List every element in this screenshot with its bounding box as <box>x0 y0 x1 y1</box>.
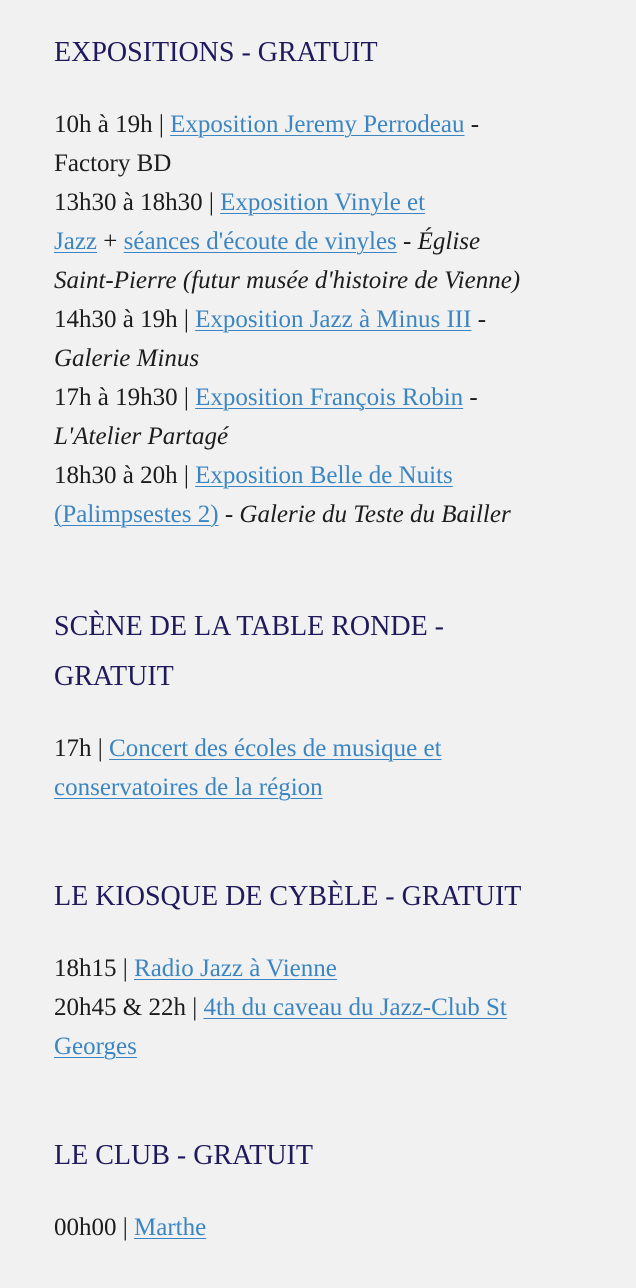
list-item <box>54 949 614 988</box>
event-link-radio-jazz[interactable]: Radio Jazz à Vienne <box>134 955 337 982</box>
event-link-belle-de-nuits-cont[interactable]: (Palimpsestes 2) <box>54 501 219 528</box>
event-link-jazz-minus[interactable]: Exposition Jazz à Minus III <box>195 306 472 333</box>
plus-sign: + <box>103 228 118 255</box>
separator-dash: - <box>469 384 478 411</box>
event-link-jazz-club-cont[interactable]: Georges <box>54 1033 137 1060</box>
event-link-concert-ecoles-cont[interactable]: conservatoires de la région <box>54 774 323 801</box>
section-kiosque-list <box>54 949 614 1066</box>
separator-dash: - <box>470 111 480 138</box>
list-item <box>54 1027 614 1066</box>
event-link-belle-de-nuits[interactable]: Exposition Belle de Nuits <box>195 462 453 489</box>
list-item <box>54 105 614 144</box>
event-link-marthe[interactable]: Marthe <box>134 1214 207 1241</box>
list-item <box>54 456 614 495</box>
list-item <box>54 768 614 807</box>
section-title-table-ronde: SCÈNE DE LA TABLE RONDE - <box>54 611 445 642</box>
separator-dash: - <box>403 228 412 255</box>
separator-dash: - <box>477 306 487 333</box>
list-item <box>54 300 614 339</box>
section-title-table-ronde-cont: GRATUIT <box>54 661 174 692</box>
event-link-jazz-club[interactable]: 4th du caveau du Jazz-Club St <box>203 994 507 1021</box>
list-item <box>54 339 614 378</box>
event-time: 17h | <box>54 735 103 762</box>
list-item <box>54 988 614 1027</box>
section-club-list <box>54 1208 614 1247</box>
section-expositions-list <box>54 105 614 534</box>
event-place: Église <box>417 228 481 255</box>
event-time: 00h00 | <box>54 1214 128 1241</box>
list-item <box>54 261 614 300</box>
event-time: 18h15 | <box>54 955 128 982</box>
section-title-club: LE CLUB - GRATUIT <box>54 1140 313 1171</box>
event-link-concert-ecoles[interactable]: Concert des écoles de musique et <box>109 735 442 762</box>
separator-dash: - <box>224 501 234 528</box>
event-time: 17h à 19h30 | <box>54 384 189 411</box>
list-item <box>54 222 614 261</box>
list-item <box>54 417 614 456</box>
section-title-kiosque: LE KIOSQUE DE CYBÈLE - GRATUIT <box>54 881 522 912</box>
section-table-ronde-list <box>54 729 614 807</box>
event-time: 13h30 à 18h30 | <box>54 189 214 216</box>
event-link-francois-robin[interactable]: Exposition François Robin <box>195 384 464 411</box>
event-place: Factory BD <box>54 150 172 177</box>
event-time: 10h à 19h | <box>54 111 164 138</box>
list-item <box>54 729 614 768</box>
list-item <box>54 1208 614 1247</box>
list-item <box>54 144 614 183</box>
event-link-seances-ecoute[interactable]: séances d'écoute de vinyles <box>123 228 397 255</box>
list-item <box>54 183 614 222</box>
event-time: 14h30 à 19h | <box>54 306 189 333</box>
event-time: 18h30 à 20h | <box>54 462 189 489</box>
event-time: 20h45 & 22h | <box>54 994 198 1021</box>
event-place: Galerie Minus <box>54 345 200 372</box>
event-place: L'Atelier Partagé <box>54 423 229 450</box>
event-place-cont: Saint-Pierre (futur musée d'histoire de Vienne) <box>54 267 521 294</box>
event-place: Galerie du Teste du Bailler <box>239 501 511 528</box>
event-link-jeremy-perrodeau[interactable]: Exposition Jeremy Perrodeau <box>170 111 465 138</box>
list-item <box>54 495 614 534</box>
event-link-vinyle-jazz-cont[interactable]: Jazz <box>54 228 98 255</box>
section-title-expositions: EXPOSITIONS - GRATUIT <box>54 37 378 68</box>
list-item <box>54 378 614 417</box>
event-link-vinyle-jazz[interactable]: Exposition Vinyle et <box>220 189 426 216</box>
